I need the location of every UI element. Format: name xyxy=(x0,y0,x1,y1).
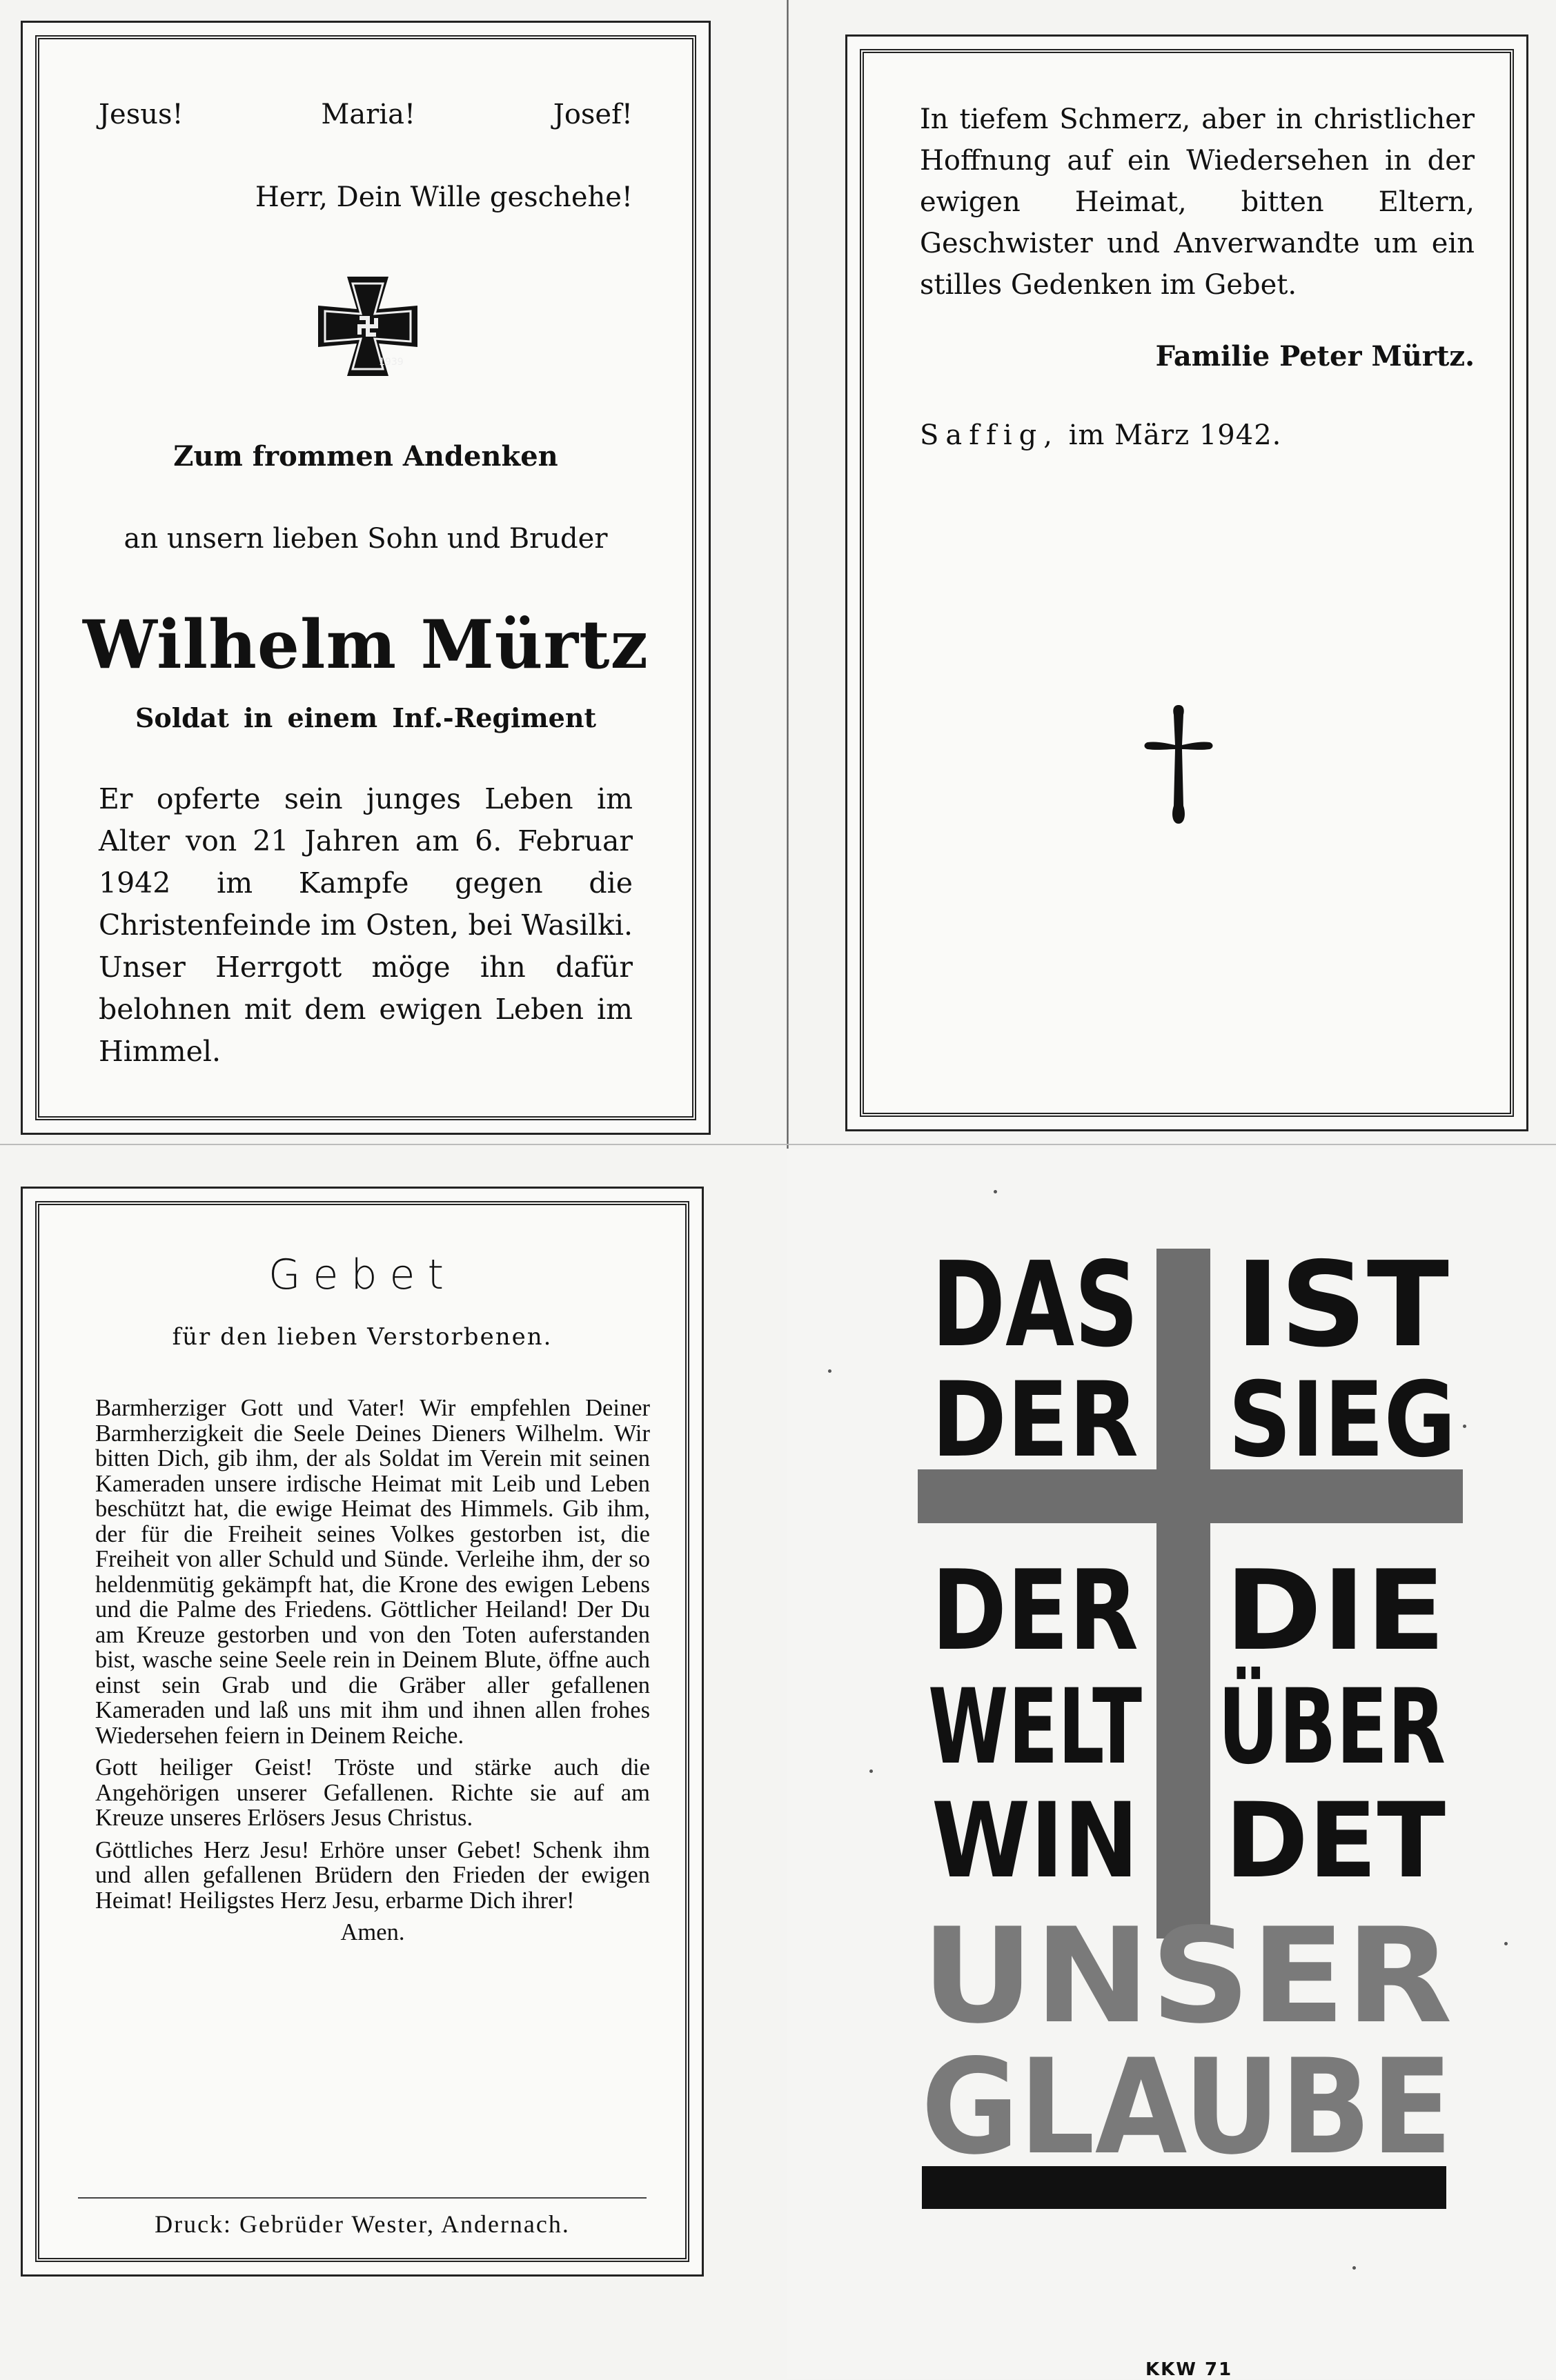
poster-word-das: DAS xyxy=(932,1237,1139,1374)
speckle xyxy=(828,1369,831,1373)
obituary-panel xyxy=(21,21,711,1135)
poster-panel xyxy=(787,1149,1556,2379)
speckle xyxy=(994,1190,997,1193)
family-text: In tiefem Schmerz, aber in christlicher Hoffnung auf ein Wiedersehen in der ewigen Heimat, bitten Eltern, Geschwister und Anverwandte um ein stilles Gedenken im Gebet. xyxy=(920,103,1475,301)
prayer-panel xyxy=(21,1187,704,2277)
poster-word-die: DIE xyxy=(1225,1546,1446,1675)
cross-icon xyxy=(1141,702,1217,826)
poster-word-ist: IST xyxy=(1235,1237,1450,1374)
poster-word-der-2: DER xyxy=(932,1546,1139,1675)
prayer-paragraph: Gott heiliger Geist! Tröste und stärke auch die Angehörigen unserer Gefallenen. Richte sie auf am Kreuze unseres Erlösers Jesus Christus. xyxy=(95,1754,650,1831)
prayer-text xyxy=(95,1396,650,1945)
prayer-subtitle: für den lieben Verstorbenen. xyxy=(172,1323,553,1351)
andenken-heading: Zum frommen Andenken xyxy=(173,440,558,473)
speckle xyxy=(1352,2266,1356,2270)
prayer-paragraph: Barmherziger Gott und Vater! Wir empfehlen Deiner Barmherzigkeit die Seele Deines Dieners Wilhelm. Wir bitten Dich, gib ihm, der als Soldat im Verein mit seinen Kameraden unsere irdische Heimat mit Leib und Leben beschützt hat, die ewige Heimat des Himmels. Gib ihm, der für die Freiheit seines Volkes gestorben ist, die Freiheit von aller Schuld und Sünde. Verleihe ihm, der so heldenmütig gekämpft hat, die Krone des ewigen Lebens und die Palme des Friedens. Göttlicher Heiland! Der Du am Kreuze gestorben und von den Toten auferstanden bist, wasche seine Seele rein in Deinem Blute, öffne auch einst sein Grab und die Gräber aller gefallenen Kameraden und laß uns mit ihm und ihnen allen frohes Wiedersehen feiern in Deinem Reiche. xyxy=(95,1395,650,1749)
obituary-text: Er opferte sein junges Leben im Alter von 21 Jahren am 6. Februar 1942 im Kampfe gegen die Christenfeinde im Osten, bei Wasilki. Unser Herrgott möge ihn dafür belohnen mit dem ewigen Leben im Himmel. xyxy=(99,782,633,1068)
will-line: Herr, Dein Wille geschehe! xyxy=(255,181,633,213)
invocation-josef: Josef! xyxy=(553,99,633,130)
dedication: an unsern lieben Sohn und Bruder xyxy=(124,523,608,555)
poster-word-unser: UNSER xyxy=(921,1900,1452,2052)
invocations xyxy=(99,99,633,130)
poster-word-win: WIN xyxy=(932,1781,1139,1901)
place: Saffig, xyxy=(920,419,1059,451)
speckle xyxy=(1504,1942,1508,1945)
speckle xyxy=(1463,1425,1466,1428)
poster-word-glaube: GLAUBE xyxy=(921,2031,1452,2183)
poster-word-det: DET xyxy=(1225,1781,1446,1901)
poster-word-sieg: SIEG xyxy=(1228,1360,1456,1480)
horizontal-fold xyxy=(0,1144,1556,1145)
place-date xyxy=(920,419,1281,451)
speckle xyxy=(869,1769,873,1773)
rank-line: Soldat in einem Inf.-Regiment xyxy=(135,702,597,733)
poster-word-der: DER xyxy=(932,1360,1139,1480)
invocation-jesus: Jesus! xyxy=(99,99,184,130)
prayer-amen: Amen. xyxy=(340,1919,405,1945)
prayer-title: Gebet xyxy=(268,1251,456,1299)
poster-word-ueber: ÜBER xyxy=(1218,1667,1532,1787)
invocation-maria: Maria! xyxy=(321,99,416,130)
divider xyxy=(78,2197,647,2199)
print-code: KKW 71 xyxy=(1145,2359,1233,2380)
prayer-paragraph: Göttliches Herz Jesu! Erhöre unser Gebet! Schenk ihm und allen gefallenen Brüdern den Frieden der ewigen Heimat! Heiligstes Herz Jesu, erbarme Dich ihrer! xyxy=(95,1836,650,1914)
poster-graphic xyxy=(918,1237,1532,2225)
poster-cross-vertical xyxy=(1156,1249,1210,1938)
iron-cross-icon xyxy=(313,271,423,381)
deceased-name: Wilhelm Mürtz xyxy=(83,606,649,684)
printer-credit: Druck: Gebrüder Wester, Andernach. xyxy=(155,2210,570,2238)
poster-word-welt: WELT xyxy=(928,1667,1142,1787)
date: im März 1942. xyxy=(1068,419,1282,451)
family-panel xyxy=(845,34,1528,1131)
emblem-year: 1939 xyxy=(379,357,404,368)
family-name: Familie Peter Mürtz. xyxy=(1155,340,1475,373)
